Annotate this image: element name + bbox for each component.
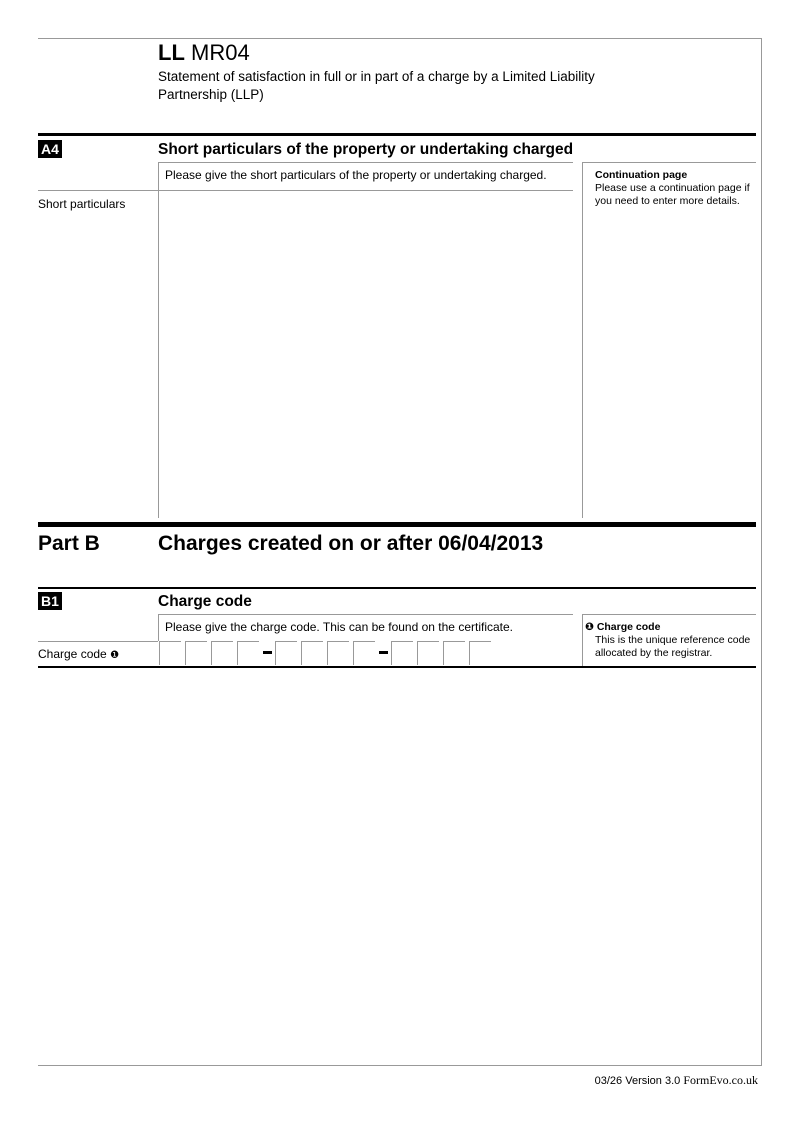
section-b1-title: Charge code	[158, 593, 252, 610]
part-b-rule	[38, 522, 756, 527]
charge-code-box[interactable]	[237, 641, 259, 665]
section-a4-rule	[38, 133, 756, 136]
form-description: Statement of satisfaction in full or in part of a charge by a Limited Liability Partnership (LLP)	[158, 69, 595, 102]
charge-code-label-text: Charge code	[38, 647, 107, 661]
section-b1-bottom-rule	[38, 666, 756, 668]
form-number: MR04	[191, 40, 250, 65]
continuation-page-title: Continuation page	[595, 169, 688, 181]
a4-field-left-rule	[158, 190, 159, 518]
continuation-page-text: Please use a continuation page if you need to enter more details.	[595, 182, 750, 207]
a4-instruction-left-rule	[158, 162, 159, 190]
charge-code-box[interactable]	[275, 641, 297, 665]
short-particulars-field[interactable]	[159, 192, 572, 516]
charge-code-guidance-title-text: Charge code	[596, 621, 661, 633]
section-a4-title: Short particulars of the property or undertaking charged	[158, 141, 574, 158]
footer	[595, 1073, 758, 1088]
charge-code-box[interactable]	[159, 641, 181, 665]
b1-field-top-rule	[38, 641, 158, 642]
b1-instruction-top-rule	[158, 614, 573, 615]
form-code	[158, 40, 250, 66]
a4-field-top-rule	[38, 190, 573, 191]
bottom-border	[38, 1065, 762, 1066]
note-marker-icon: ❶	[110, 650, 120, 661]
charge-code-guidance-text: This is the unique reference code allocated by the registrar.	[595, 634, 751, 659]
section-b1-badge: B1	[38, 592, 62, 610]
guidance-note-icon: ❶	[585, 621, 594, 633]
b1-guidance-top-rule	[582, 614, 756, 615]
charge-code-box[interactable]	[353, 641, 375, 665]
top-border	[38, 38, 762, 39]
b1-guidance-left-rule	[582, 614, 583, 666]
a4-guidance-left-rule	[582, 162, 583, 518]
charge-code-separator	[379, 651, 388, 654]
b1-instruction-left-rule	[158, 614, 159, 641]
a4-guidance-top-rule	[582, 162, 756, 163]
part-b-title: Charges created on or after 06/04/2013	[158, 532, 544, 555]
charge-code-guidance-title	[585, 621, 660, 633]
part-b-label: Part B	[38, 532, 100, 555]
charge-code-box[interactable]	[211, 641, 233, 665]
charge-code-separator	[263, 651, 272, 654]
charge-code-box[interactable]	[417, 641, 439, 665]
charge-code-box[interactable]	[301, 641, 323, 665]
section-b1-rule	[38, 587, 756, 589]
footer-version: 03/26 Version 3.0	[594, 1075, 681, 1087]
charge-code-label	[38, 647, 119, 661]
section-a4-badge: A4	[38, 140, 62, 158]
charge-code-box[interactable]	[327, 641, 349, 665]
charge-code-box[interactable]	[391, 641, 413, 665]
charge-code-box[interactable]	[469, 641, 491, 665]
short-particulars-label: Short particulars	[38, 197, 126, 211]
charge-code-box[interactable]	[443, 641, 465, 665]
section-a4-instruction: Please give the short particulars of the property or undertaking charged.	[165, 168, 547, 182]
form-prefix: LL	[158, 40, 185, 65]
a4-instruction-top-rule	[158, 162, 573, 163]
charge-code-box[interactable]	[185, 641, 207, 665]
footer-brand: FormEvo.co.uk	[683, 1073, 758, 1087]
section-b1-instruction: Please give the charge code. This can be found on the certificate.	[165, 620, 513, 634]
